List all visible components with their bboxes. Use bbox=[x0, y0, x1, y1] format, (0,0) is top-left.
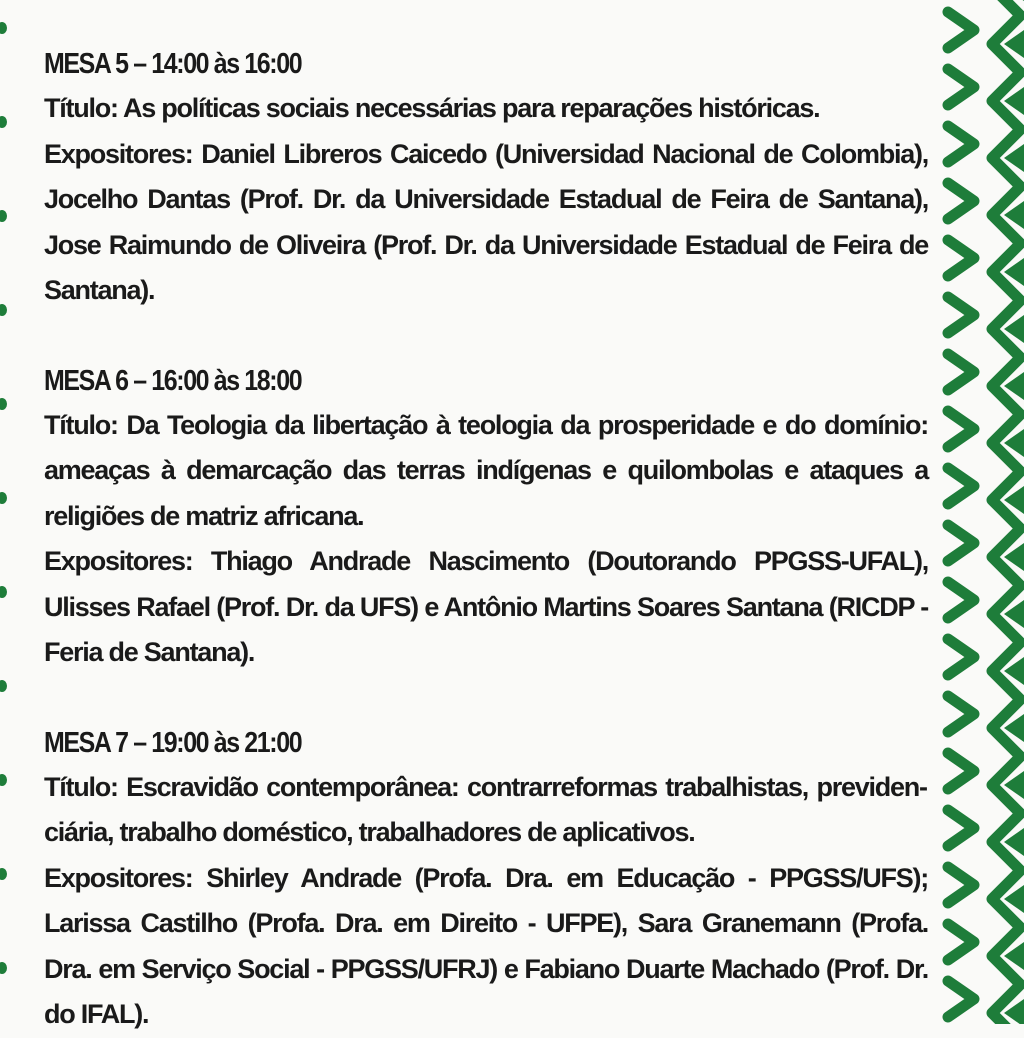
border-dot bbox=[0, 398, 7, 410]
mesa-7-speakers: Expositores: Shirley Andrade (Profa. Dra. em Educação - PPGSS/UFS); Larissa Castilho (Profa. Dra. em Direito - UFPE), Sara Granemann (Profa. Dra. em Serviço Social - PPGSS/UFRJ) e Fabiano Duarte Machado (Prof. Dr. do IFAL). bbox=[44, 862, 928, 1029]
left-dot-border bbox=[0, 0, 12, 1024]
border-chevron bbox=[948, 126, 974, 162]
border-dot bbox=[0, 774, 7, 786]
border-chevron bbox=[948, 12, 974, 48]
border-dot bbox=[0, 962, 7, 974]
border-dot bbox=[0, 22, 7, 34]
mesa-7-title: Título: Escravidão contemporânea: contrarreformas trabalhistas, previdenciária, trabalho doméstico, trabalhadores de aplicativos. bbox=[44, 771, 928, 847]
mesa-5-heading: MESA 5 – 14:00 às 16:00 bbox=[44, 48, 302, 80]
mesa-6-title: Título: Da Teologia da libertação à teologia da prosperidade e do domínio: ameaças à demarcação das terras indígenas e quilombolas e ataques a religiões de matriz africana. bbox=[44, 409, 928, 531]
zigzag-border bbox=[940, 0, 1024, 1024]
border-chevron bbox=[948, 183, 974, 219]
spacer bbox=[44, 314, 928, 359]
mesa-6-speakers: Expositores: Thiago Andrade Nascimento (Doutorando PPGSS-UFAL), Ulisses Rafael (Prof. Dr. da UFS) e Antônio Martins Soares Santana (RICDP - Feria de Santana). bbox=[44, 546, 928, 667]
border-chevron bbox=[948, 468, 974, 504]
border-chevron bbox=[948, 69, 974, 105]
agenda-content bbox=[44, 42, 928, 1038]
mesa-6-heading: MESA 6 – 16:00 às 18:00 bbox=[44, 364, 302, 397]
border-chevron bbox=[948, 810, 974, 846]
mesa-6-block bbox=[44, 359, 928, 676]
border-chevron bbox=[948, 867, 974, 903]
border-chevron bbox=[948, 753, 974, 789]
border-chevron bbox=[948, 924, 974, 960]
border-chevron bbox=[948, 525, 974, 561]
border-chevron bbox=[948, 981, 974, 1017]
mesa-5-speakers: Expositores: Daniel Libreros Caicedo (Universidad Nacional de Colombia), Jocelho Dantas (Prof. Dr. da Universidade Estadual de Feira de Santana), Jose Raimundo de Oliveira (Prof. Dr. da Universidade Estadual de Feira de Santana). bbox=[44, 138, 928, 305]
border-dot bbox=[0, 680, 7, 692]
border-dot bbox=[0, 492, 7, 504]
border-dot bbox=[0, 868, 7, 880]
mesa-7-heading: MESA 7 – 19:00 às 21:00 bbox=[44, 726, 302, 759]
border-dot bbox=[0, 210, 7, 222]
mesa-7-block bbox=[44, 721, 928, 1038]
border-chevron bbox=[948, 411, 974, 447]
spacer bbox=[44, 676, 928, 721]
border-chevron bbox=[948, 354, 974, 390]
border-chevron bbox=[948, 240, 974, 276]
border-chevron bbox=[948, 297, 974, 333]
border-chevron bbox=[948, 582, 974, 618]
border-chevron bbox=[948, 696, 974, 732]
mesa-5-block bbox=[44, 42, 928, 314]
border-dot bbox=[0, 116, 7, 128]
border-dot bbox=[0, 586, 7, 598]
border-chevron bbox=[948, 639, 974, 675]
mesa-5-title: Título: As políticas sociais necessárias para reparações históricas. bbox=[44, 93, 820, 123]
border-dot bbox=[0, 304, 7, 316]
